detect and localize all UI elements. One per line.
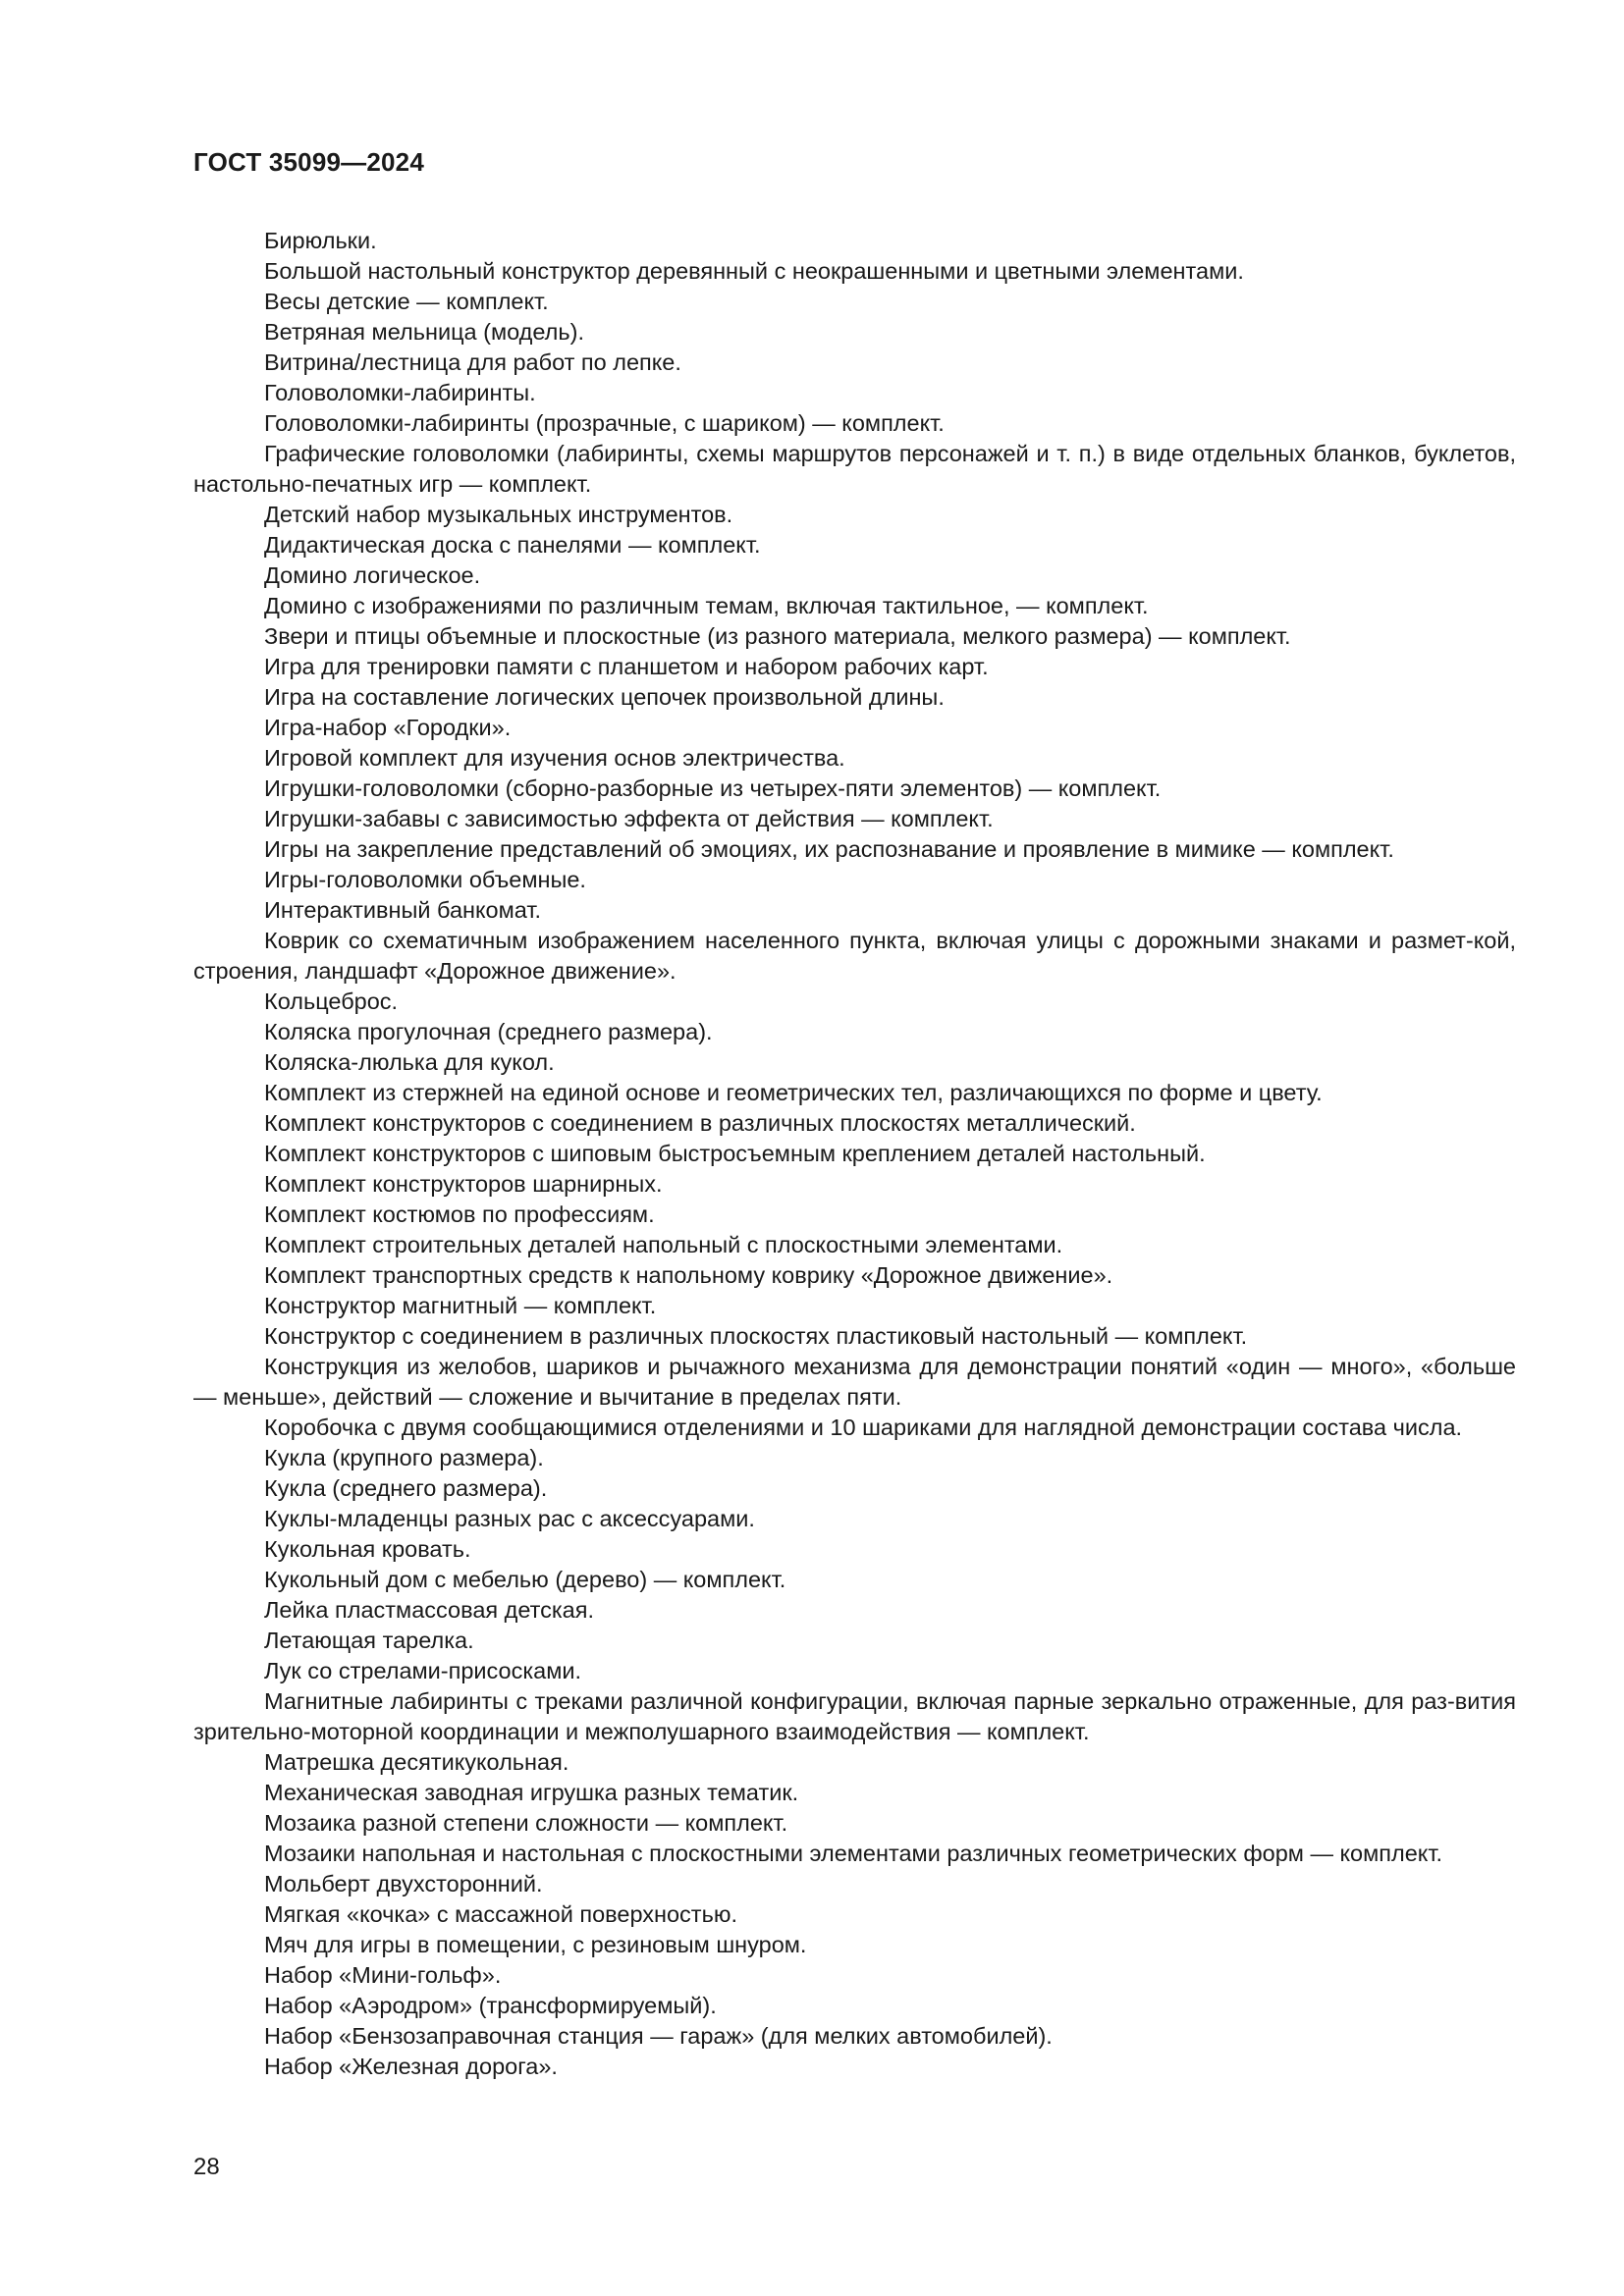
list-item: Ветряная мельница (модель). bbox=[264, 319, 584, 345]
list-item: Конструкция из желобов, шариков и рычажного механизма для демонстрации понятий «один — много», «больше — меньше», действий — сложение и вычитание в пределах пяти. bbox=[193, 1354, 1516, 1410]
list-item: Комплект костюмов по профессиям. bbox=[264, 1201, 655, 1227]
list-item: Игрушки-забавы с зависимостью эффекта от действия — комплект. bbox=[264, 806, 994, 831]
list-item: Весы детские — комплект. bbox=[264, 289, 549, 314]
list-item: Кукла (крупного размера). bbox=[264, 1445, 544, 1470]
list-item: Домино логическое. bbox=[264, 562, 481, 588]
list-item: Конструктор с соединением в различных плоскостях пластиковый настольный — комплект. bbox=[264, 1323, 1248, 1349]
list-item: Кукла (среднего размера). bbox=[264, 1475, 548, 1501]
list-item: Домино с изображениями по различным темам, включая тактильное, — комплект. bbox=[264, 593, 1149, 618]
document-header-title: ГОСТ 35099—2024 bbox=[193, 147, 424, 177]
list-item: Набор «Аэродром» (трансформируемый). bbox=[264, 1993, 717, 2018]
list-item: Летающая тарелка. bbox=[264, 1628, 474, 1653]
list-item: Набор «Бензозаправочная станция — гараж» (для мелких автомобилей). bbox=[264, 2023, 1053, 2049]
list-item: Комплект транспортных средств к напольному коврику «Дорожное движение». bbox=[264, 1262, 1113, 1288]
list-item: Игра для тренировки памяти с планшетом и набором рабочих карт. bbox=[264, 654, 989, 679]
list-item: Магнитные лабиринты с треками различной конфигурации, включая парные зеркально отраженные, для раз-вития зрительно-моторной координации и межполушарного взаимодействия — комплект. bbox=[193, 1688, 1516, 1744]
list-item: Коврик со схематичным изображением населенного пункта, включая улицы с дорожными знаками и размет-кой, строения, ландшафт «Дорожное движение». bbox=[193, 928, 1516, 984]
list-item: Звери и птицы объемные и плоскостные (из разного материала, мелкого размера) — комплект. bbox=[264, 623, 1291, 649]
list-item: Комплект строительных деталей напольный с плоскостными элементами. bbox=[264, 1232, 1063, 1257]
list-item: Комплект конструкторов с соединением в различных плоскостях металлический. bbox=[264, 1110, 1136, 1136]
list-item: Коляска-люлька для кукол. bbox=[264, 1049, 555, 1075]
list-item: Механическая заводная игрушка разных тематик. bbox=[264, 1780, 799, 1805]
list-item: Игра на составление логических цепочек произвольной длины. bbox=[264, 684, 945, 710]
list-item: Кукольная кровать. bbox=[264, 1536, 471, 1562]
list-item: Кольцеброс. bbox=[264, 988, 399, 1014]
list-item: Комплект конструкторов шарнирных. bbox=[264, 1171, 663, 1197]
list-item: Игра-набор «Городки». bbox=[264, 715, 512, 740]
list-item: Набор «Железная дорога». bbox=[264, 2054, 558, 2079]
list-item: Комплект из стержней на единой основе и геометрических тел, различающихся по форме и цвету. bbox=[264, 1080, 1323, 1105]
list-item: Дидактическая доска с панелями — комплект. bbox=[264, 532, 761, 558]
list-item: Коляска прогулочная (среднего размера). bbox=[264, 1019, 713, 1044]
list-item: Графические головоломки (лабиринты, схемы маршрутов персонажей и т. п.) в виде отдельных бланков, буклетов, настольно-печатных игр — комплект. bbox=[193, 441, 1516, 497]
list-item: Мозаика разной степени сложности — комплект. bbox=[264, 1810, 788, 1836]
list-item: Большой настольный конструктор деревянный с неокрашенными и цветными элементами. bbox=[264, 258, 1244, 284]
list-item: Мяч для игры в помещении, с резиновым шнуром. bbox=[264, 1932, 807, 1957]
list-item: Коробочка с двумя сообщающимися отделениями и 10 шариками для наглядной демонстрации состава числа. bbox=[264, 1415, 1463, 1440]
list-item: Куклы-младенцы разных рас с аксессуарами. bbox=[264, 1506, 755, 1531]
list-item: Интерактивный банкомат. bbox=[264, 897, 541, 923]
list-item: Комплект конструкторов с шиповым быстросъемным креплением деталей настольный. bbox=[264, 1141, 1206, 1166]
list-item: Мягкая «кочка» с массажной поверхностью. bbox=[264, 1901, 737, 1927]
equipment-list bbox=[193, 226, 1516, 2082]
list-item: Головоломки-лабиринты (прозрачные, с шариком) — комплект. bbox=[264, 410, 945, 436]
list-item: Детский набор музыкальных инструментов. bbox=[264, 502, 733, 527]
list-item: Матрешка десятикукольная. bbox=[264, 1749, 569, 1775]
list-item: Игры на закрепление представлений об эмоциях, их распознавание и проявление в мимике — комплект. bbox=[264, 836, 1394, 862]
list-item: Конструктор магнитный — комплект. bbox=[264, 1293, 657, 1318]
list-item: Игрушки-головоломки (сборно-разборные из четырех-пяти элементов) — комплект. bbox=[264, 775, 1162, 801]
list-item: Лук со стрелами-присосками. bbox=[264, 1658, 582, 1683]
list-item: Мозаики напольная и настольная с плоскостными элементами различных геометрических форм — комплект. bbox=[264, 1841, 1443, 1866]
list-item: Кукольный дом с мебелью (дерево) — комплект. bbox=[264, 1567, 786, 1592]
list-item: Лейка пластмассовая детская. bbox=[264, 1597, 595, 1623]
list-item: Игровой комплект для изучения основ электричества. bbox=[264, 745, 845, 771]
list-item: Мольберт двухсторонний. bbox=[264, 1871, 543, 1896]
list-item: Набор «Мини-гольф». bbox=[264, 1962, 502, 1988]
list-item: Игры-головоломки объемные. bbox=[264, 867, 586, 892]
list-item: Головоломки-лабиринты. bbox=[264, 380, 536, 405]
page-number: 28 bbox=[193, 2154, 220, 2180]
list-item: Витрина/лестница для работ по лепке. bbox=[264, 349, 681, 375]
list-item: Бирюльки. bbox=[264, 228, 377, 253]
